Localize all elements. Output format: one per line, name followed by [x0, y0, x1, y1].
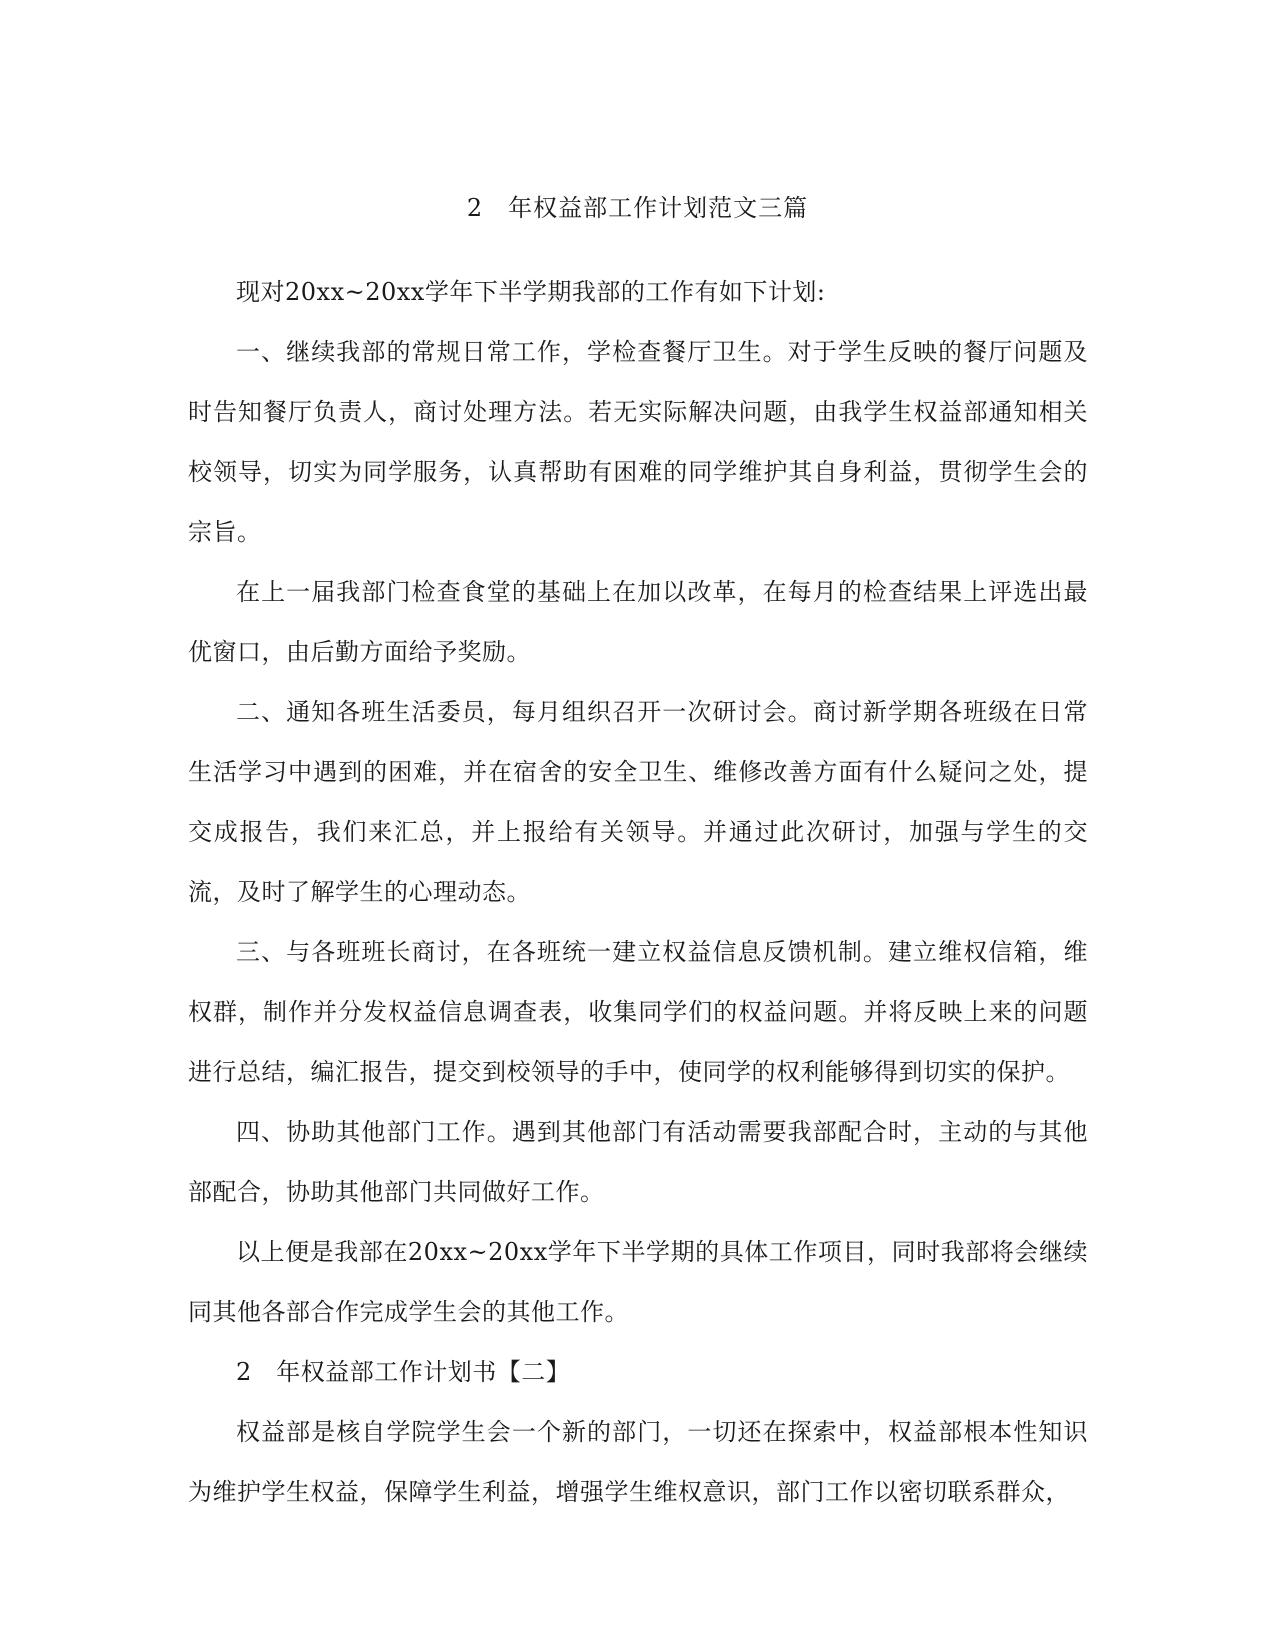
- document-body: [188, 262, 1088, 1522]
- document-title: 2 年权益部工作计划范文三篇: [466, 194, 809, 222]
- paragraph-item-3: 三、与各班班长商讨，在各班统一建立权益信息反馈机制。建立维权信箱，维权群，制作并分发权益信息调查表，收集同学们的权益问题。并将反映上来的问题进行总结，编汇报告，提交到校领导的手中，使同学的权利能够得到切实的保护。: [188, 938, 1088, 1086]
- paragraph-conclusion: 以上便是我部在20xx~20xx学年下半学期的具体工作项目，同时我部将会继续同其他各部合作完成学生会的其他工作。: [188, 1238, 1088, 1326]
- paragraph-item-1-detail: 在上一届我部门检查食堂的基础上在加以改革，在每月的检查结果上评选出最优窗口，由后勤方面给予奖励。: [188, 578, 1088, 666]
- section-heading-2: 2 年权益部工作计划书【二】: [236, 1358, 571, 1386]
- paragraph-item-2: 二、通知各班生活委员，每月组织召开一次研讨会。商讨新学期各班级在日常生活学习中遇到的困难，并在宿舍的安全卫生、维修改善方面有什么疑问之处，提交成报告，我们来汇总，并上报给有关领导。并通过此次研讨，加强与学生的交流，及时了解学生的心理动态。: [188, 698, 1088, 906]
- paragraph-item-4: 四、协助其他部门工作。遇到其他部门有活动需要我部配合时，主动的与其他部配合，协助其他部门共同做好工作。: [188, 1118, 1088, 1206]
- paragraph-intro: 现对20xx~20xx学年下半学期我部的工作有如下计划:: [236, 278, 826, 306]
- paragraph-section-2-intro: 权益部是核自学院学生会一个新的部门，一切还在探索中，权益部根本性知识为维护学生权益，保障学生利益，增强学生维权意识，部门工作以密切联系群众，: [188, 1418, 1088, 1506]
- paragraph-item-1: 一、继续我部的常规日常工作，学检查餐厅卫生。对于学生反映的餐厅问题及时告知餐厅负责人，商讨处理方法。若无实际解决问题，由我学生权益部通知相关校领导，切实为同学服务，认真帮助有困难的同学维护其自身利益，贯彻学生会的宗旨。: [188, 338, 1088, 546]
